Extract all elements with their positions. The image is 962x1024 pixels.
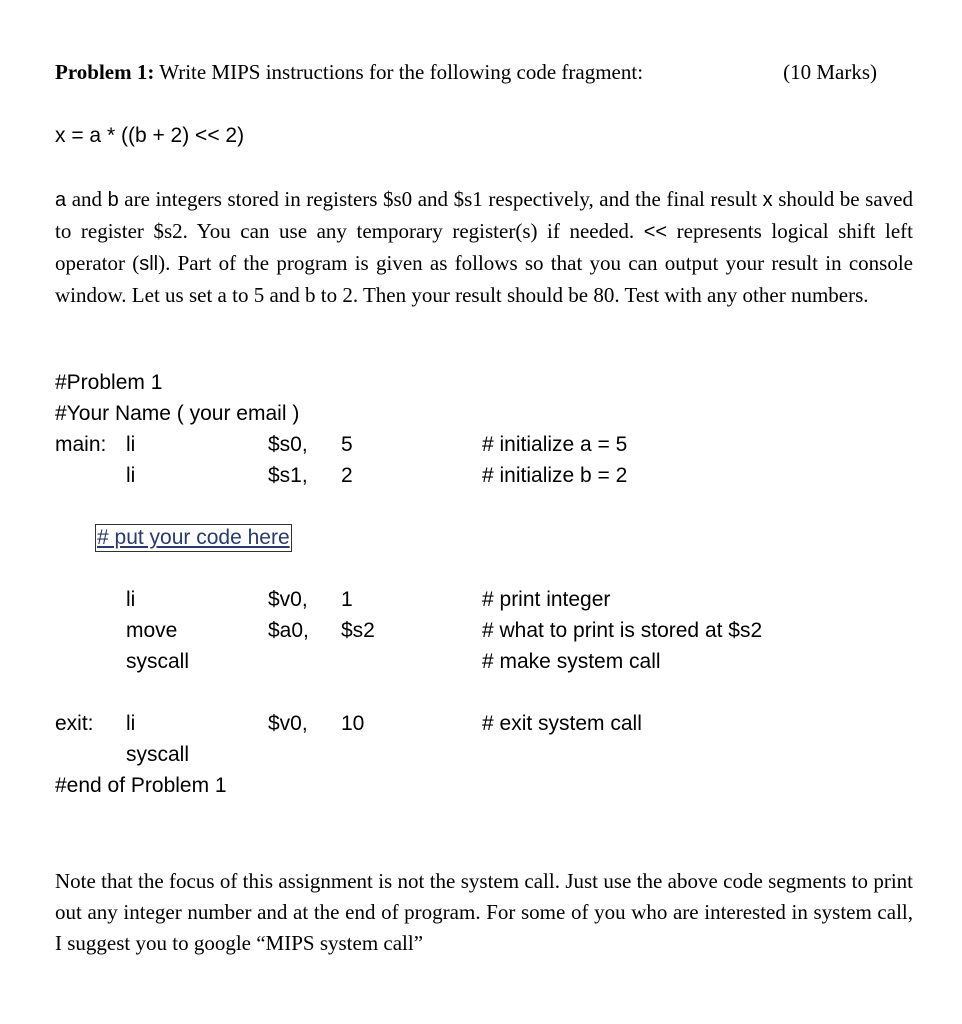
code-footer: #end of Problem 1 bbox=[55, 774, 227, 797]
problem-instruction: Write MIPS instructions for the following code fragment: bbox=[159, 60, 644, 84]
code-op: syscall bbox=[126, 743, 190, 766]
code-op: syscall bbox=[126, 650, 190, 673]
code-comment: # initialize b = 2 bbox=[482, 464, 628, 487]
var-a: a bbox=[55, 189, 67, 211]
code-reg: $s1, bbox=[268, 464, 308, 487]
code-reg: $v0, bbox=[268, 588, 308, 611]
code-op: li bbox=[126, 433, 136, 456]
code-reg: $s0, bbox=[268, 433, 308, 456]
code-comment: # what to print is stored at $s2 bbox=[482, 619, 763, 642]
desc-text: ). Part of the program is given as follows so that you can output your result in console window. Let us set a to 5 and b to 2. Then your result should be 80. Test with any other numbers. bbox=[55, 251, 913, 307]
code-val: 2 bbox=[341, 464, 353, 487]
desc-text: are integers stored in registers $s0 and $s1 respectively, and the final result bbox=[118, 187, 763, 211]
code-op: li bbox=[126, 464, 136, 487]
note-paragraph: Note that the focus of this assignment is not the system call. Just use the above code segments to print out any integer number and at the end of program. For some of you who are interested in system call, I suggest you to google “MIPS system call” bbox=[55, 869, 913, 955]
code-val: 10 bbox=[341, 712, 365, 735]
code-op: li bbox=[126, 588, 136, 611]
main-label: main: bbox=[55, 433, 107, 456]
code-op: li bbox=[126, 712, 136, 735]
problem-title bbox=[55, 60, 877, 85]
code-comment: # print integer bbox=[482, 588, 611, 611]
formula: x = a * ((b + 2) << 2) bbox=[55, 124, 245, 147]
problem-marks: (10 Marks) bbox=[783, 60, 877, 84]
var-x: x bbox=[762, 189, 773, 211]
put-your-code-here-placeholder: # put your code here bbox=[95, 524, 292, 552]
var-b: b bbox=[107, 189, 119, 211]
code-comment: # make system call bbox=[482, 650, 661, 673]
desc-text: and bbox=[66, 187, 108, 211]
problem-heading: Problem 1: bbox=[55, 60, 155, 84]
code-val: $s2 bbox=[341, 619, 375, 642]
shift-operator: << bbox=[643, 221, 668, 243]
code-header-problem: #Problem 1 bbox=[55, 371, 163, 394]
sll-operator: sll bbox=[139, 253, 159, 275]
code-val: 1 bbox=[341, 588, 353, 611]
code-val: 5 bbox=[341, 433, 353, 456]
code-comment: # initialize a = 5 bbox=[482, 433, 628, 456]
desc-text: should be saved to register $s2. You can use any temporary register(s) if needed. bbox=[55, 187, 913, 243]
code-reg: $v0, bbox=[268, 712, 308, 735]
code-op: move bbox=[126, 619, 178, 642]
exit-label: exit: bbox=[55, 712, 94, 735]
description-paragraph bbox=[55, 184, 913, 311]
desc-text: represents logical shift left operator ( bbox=[55, 219, 913, 275]
code-comment: # exit system call bbox=[482, 712, 642, 735]
code-header-name: #Your Name ( your email ) bbox=[55, 402, 300, 425]
code-reg: $a0, bbox=[268, 619, 309, 642]
